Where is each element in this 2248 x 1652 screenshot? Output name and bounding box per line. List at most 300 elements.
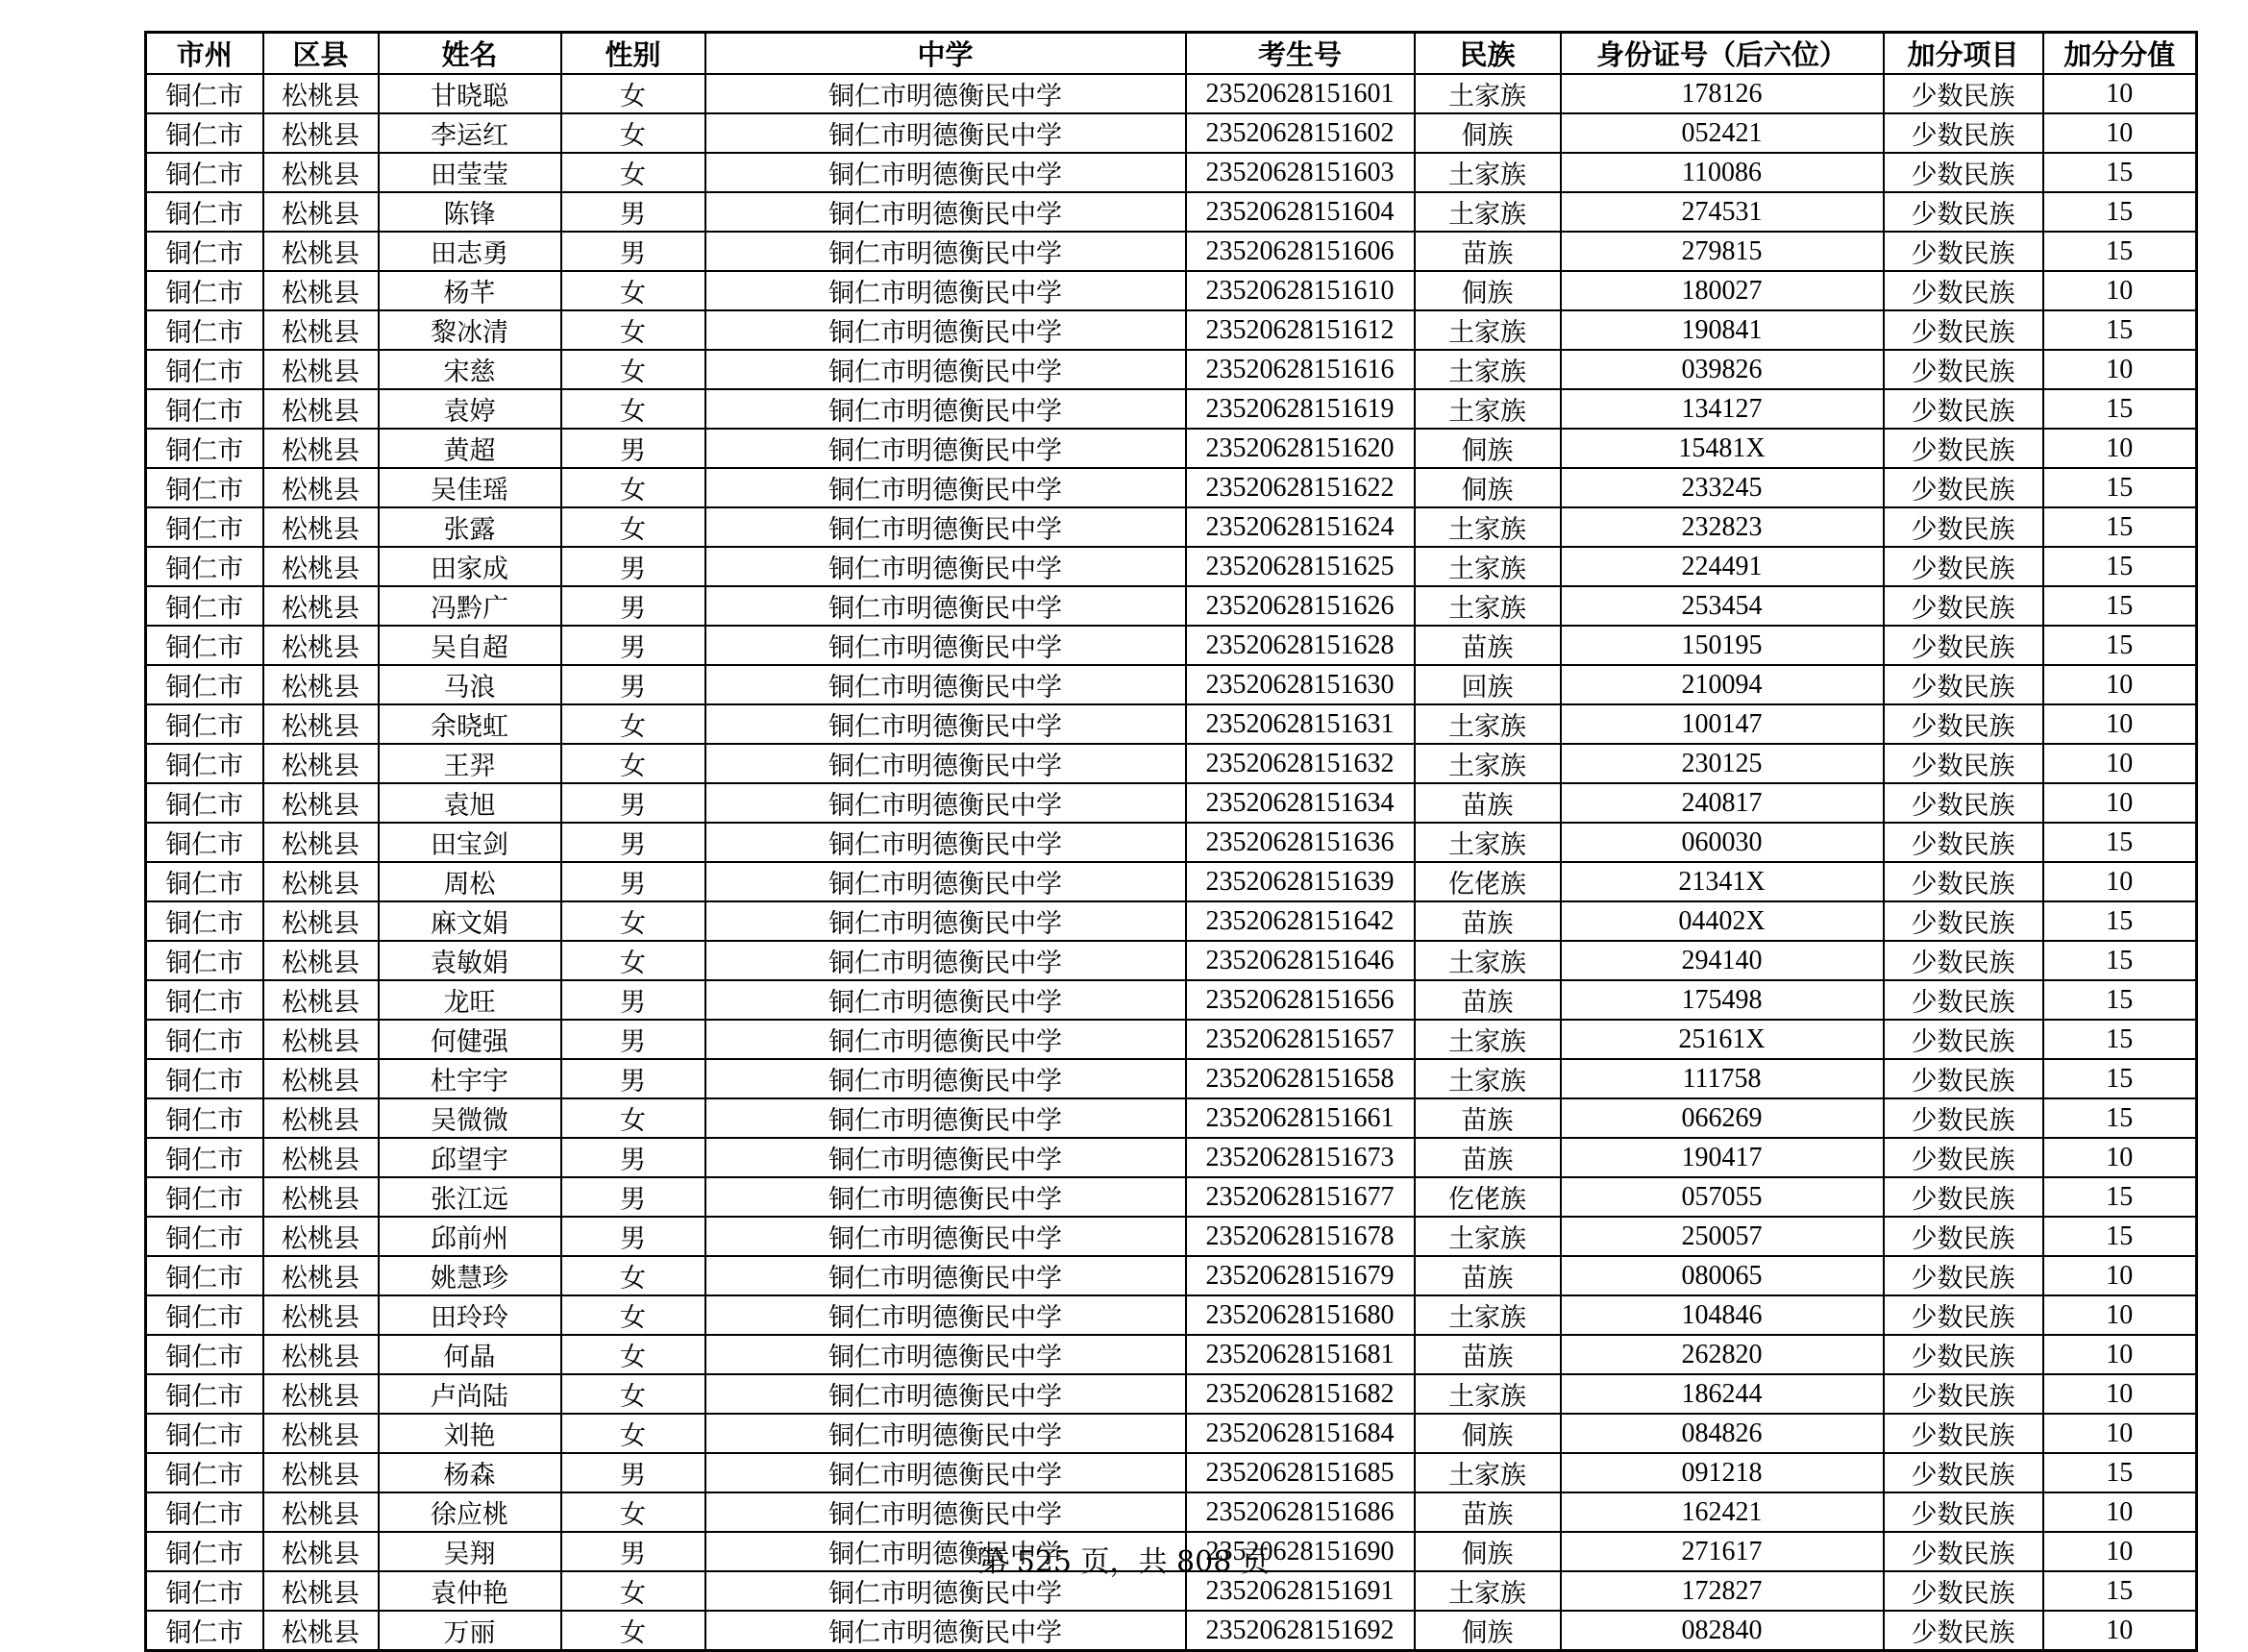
bonus-item-cell: 少数民族	[1884, 547, 2043, 586]
exam-number-cell: 23520628151673	[1186, 1138, 1415, 1177]
bonus-item-cell: 少数民族	[1884, 1059, 2043, 1098]
table-row	[146, 350, 2197, 389]
ethnicity-cell: 苗族	[1415, 232, 1561, 271]
id-suffix-cell: 232823	[1561, 507, 1884, 547]
exam-number-cell: 23520628151636	[1186, 823, 1415, 862]
city-cell: 铜仁市	[146, 1020, 263, 1059]
ethnicity-cell: 土家族	[1415, 744, 1561, 783]
city-cell: 铜仁市	[146, 389, 263, 429]
table-row	[146, 468, 2197, 507]
header-col-county: 区县	[263, 33, 379, 75]
table-row	[146, 901, 2197, 941]
city-cell: 铜仁市	[146, 1256, 263, 1295]
id-suffix-cell: 224491	[1561, 547, 1884, 586]
name-cell: 徐应桃	[379, 1492, 561, 1532]
school-cell: 铜仁市明德衡民中学	[705, 586, 1186, 626]
ethnicity-cell: 侗族	[1415, 1611, 1561, 1651]
bonus-item-cell: 少数民族	[1884, 1374, 2043, 1414]
school-cell: 铜仁市明德衡民中学	[705, 1138, 1186, 1177]
bonus-item-cell: 少数民族	[1884, 626, 2043, 665]
school-cell: 铜仁市明德衡民中学	[705, 704, 1186, 744]
county-cell: 松桃县	[263, 980, 379, 1020]
school-cell: 铜仁市明德衡民中学	[705, 192, 1186, 232]
county-cell: 松桃县	[263, 1492, 379, 1532]
id-suffix-cell: 250057	[1561, 1217, 1884, 1256]
ethnicity-cell: 土家族	[1415, 1453, 1561, 1492]
county-cell: 松桃县	[263, 744, 379, 783]
table-row	[146, 1059, 2197, 1098]
name-cell: 余晓虹	[379, 704, 561, 744]
school-cell: 铜仁市明德衡民中学	[705, 389, 1186, 429]
table-row	[146, 547, 2197, 586]
id-suffix-cell: 178126	[1561, 74, 1884, 113]
exam-number-cell: 23520628151606	[1186, 232, 1415, 271]
name-cell: 黄超	[379, 429, 561, 468]
gender-cell: 男	[561, 783, 705, 823]
exam-number-cell: 23520628151601	[1186, 74, 1415, 113]
id-suffix-cell: 100147	[1561, 704, 1884, 744]
gender-cell: 女	[561, 1611, 705, 1651]
exam-number-cell: 23520628151631	[1186, 704, 1415, 744]
bonus-points-cell: 15	[2043, 1020, 2197, 1059]
county-cell: 松桃县	[263, 586, 379, 626]
bonus-points-cell: 15	[2043, 626, 2197, 665]
gender-cell: 女	[561, 113, 705, 153]
gender-cell: 男	[561, 1217, 705, 1256]
school-cell: 铜仁市明德衡民中学	[705, 350, 1186, 389]
table-row	[146, 74, 2197, 113]
id-suffix-cell: 253454	[1561, 586, 1884, 626]
id-suffix-cell: 25161X	[1561, 1020, 1884, 1059]
county-cell: 松桃县	[263, 1611, 379, 1651]
school-cell: 铜仁市明德衡民中学	[705, 1532, 1186, 1571]
bonus-item-cell: 少数民族	[1884, 744, 2043, 783]
school-cell: 铜仁市明德衡民中学	[705, 1217, 1186, 1256]
city-cell: 铜仁市	[146, 1532, 263, 1571]
city-cell: 铜仁市	[146, 153, 263, 192]
gender-cell: 女	[561, 1374, 705, 1414]
ethnicity-cell: 土家族	[1415, 389, 1561, 429]
school-cell: 铜仁市明德衡民中学	[705, 783, 1186, 823]
county-cell: 松桃县	[263, 1335, 379, 1374]
id-suffix-cell: 162421	[1561, 1492, 1884, 1532]
bonus-points-cell: 10	[2043, 1335, 2197, 1374]
county-cell: 松桃县	[263, 74, 379, 113]
exam-number-cell: 23520628151619	[1186, 389, 1415, 429]
gender-cell: 女	[561, 1492, 705, 1532]
county-cell: 松桃县	[263, 823, 379, 862]
exam-number-cell: 23520628151684	[1186, 1414, 1415, 1453]
gender-cell: 女	[561, 310, 705, 350]
id-suffix-cell: 240817	[1561, 783, 1884, 823]
id-suffix-cell: 210094	[1561, 665, 1884, 704]
school-cell: 铜仁市明德衡民中学	[705, 1020, 1186, 1059]
city-cell: 铜仁市	[146, 1059, 263, 1098]
exam-number-cell: 23520628151630	[1186, 665, 1415, 704]
name-cell: 邱前州	[379, 1217, 561, 1256]
county-cell: 松桃县	[263, 1571, 379, 1611]
bonus-points-cell: 10	[2043, 113, 2197, 153]
gender-cell: 男	[561, 1453, 705, 1492]
city-cell: 铜仁市	[146, 310, 263, 350]
city-cell: 铜仁市	[146, 1374, 263, 1414]
county-cell: 松桃县	[263, 862, 379, 901]
table-row	[146, 586, 2197, 626]
name-cell: 吴翔	[379, 1532, 561, 1571]
exam-number-cell: 23520628151686	[1186, 1492, 1415, 1532]
bonus-item-cell: 少数民族	[1884, 310, 2043, 350]
bonus-item-cell: 少数民族	[1884, 74, 2043, 113]
county-cell: 松桃县	[263, 271, 379, 310]
exam-number-cell: 23520628151634	[1186, 783, 1415, 823]
name-cell: 吴佳瑶	[379, 468, 561, 507]
bonus-item-cell: 少数民族	[1884, 862, 2043, 901]
table-row	[146, 1098, 2197, 1138]
bonus-points-cell: 15	[2043, 586, 2197, 626]
exam-number-cell: 23520628151639	[1186, 862, 1415, 901]
bonus-points-cell: 10	[2043, 271, 2197, 310]
bonus-item-cell: 少数民族	[1884, 1020, 2043, 1059]
school-cell: 铜仁市明德衡民中学	[705, 1571, 1186, 1611]
name-cell: 周松	[379, 862, 561, 901]
bonus-item-cell: 少数民族	[1884, 665, 2043, 704]
name-cell: 田玲玲	[379, 1295, 561, 1335]
exam-number-cell: 23520628151625	[1186, 547, 1415, 586]
bonus-item-cell: 少数民族	[1884, 113, 2043, 153]
name-cell: 马浪	[379, 665, 561, 704]
bonus-item-cell: 少数民族	[1884, 1492, 2043, 1532]
exam-number-cell: 23520628151692	[1186, 1611, 1415, 1651]
gender-cell: 女	[561, 74, 705, 113]
city-cell: 铜仁市	[146, 1492, 263, 1532]
ethnicity-cell: 苗族	[1415, 1098, 1561, 1138]
county-cell: 松桃县	[263, 1020, 379, 1059]
school-cell: 铜仁市明德衡民中学	[705, 468, 1186, 507]
bonus-item-cell: 少数民族	[1884, 1414, 2043, 1453]
id-suffix-cell: 060030	[1561, 823, 1884, 862]
gender-cell: 男	[561, 1059, 705, 1098]
gender-cell: 女	[561, 153, 705, 192]
gender-cell: 女	[561, 271, 705, 310]
ethnicity-cell: 苗族	[1415, 901, 1561, 941]
exam-number-cell: 23520628151656	[1186, 980, 1415, 1020]
bonus-item-cell: 少数民族	[1884, 389, 2043, 429]
bonus-points-cell: 10	[2043, 1295, 2197, 1335]
county-cell: 松桃县	[263, 941, 379, 980]
name-cell: 甘晓聪	[379, 74, 561, 113]
bonus-item-cell: 少数民族	[1884, 1335, 2043, 1374]
bonus-item-cell: 少数民族	[1884, 586, 2043, 626]
bonus-item-cell: 少数民族	[1884, 941, 2043, 980]
bonus-points-cell: 15	[2043, 153, 2197, 192]
table-row	[146, 507, 2197, 547]
table-row	[146, 704, 2197, 744]
ethnicity-cell: 土家族	[1415, 1571, 1561, 1611]
ethnicity-cell: 土家族	[1415, 1020, 1561, 1059]
ethnicity-cell: 苗族	[1415, 1256, 1561, 1295]
school-cell: 铜仁市明德衡民中学	[705, 744, 1186, 783]
table-row	[146, 153, 2197, 192]
id-suffix-cell: 279815	[1561, 232, 1884, 271]
ethnicity-cell: 土家族	[1415, 704, 1561, 744]
city-cell: 铜仁市	[146, 350, 263, 389]
gender-cell: 男	[561, 665, 705, 704]
school-cell: 铜仁市明德衡民中学	[705, 547, 1186, 586]
name-cell: 田莹莹	[379, 153, 561, 192]
school-cell: 铜仁市明德衡民中学	[705, 901, 1186, 941]
id-suffix-cell: 052421	[1561, 113, 1884, 153]
exam-number-cell: 23520628151680	[1186, 1295, 1415, 1335]
bonus-item-cell: 少数民族	[1884, 1295, 2043, 1335]
city-cell: 铜仁市	[146, 547, 263, 586]
bonus-item-cell: 少数民族	[1884, 980, 2043, 1020]
bonus-points-cell: 10	[2043, 1611, 2197, 1651]
header-col-name: 姓名	[379, 33, 561, 75]
table-row	[146, 626, 2197, 665]
table-row	[146, 1217, 2197, 1256]
gender-cell: 男	[561, 862, 705, 901]
bonus-points-cell: 15	[2043, 1098, 2197, 1138]
name-cell: 吴自超	[379, 626, 561, 665]
gender-cell: 女	[561, 350, 705, 389]
gender-cell: 女	[561, 941, 705, 980]
ethnicity-cell: 苗族	[1415, 1138, 1561, 1177]
bonus-item-cell: 少数民族	[1884, 901, 2043, 941]
table-row	[146, 783, 2197, 823]
id-suffix-cell: 084826	[1561, 1414, 1884, 1453]
exam-number-cell: 23520628151620	[1186, 429, 1415, 468]
bonus-item-cell: 少数民族	[1884, 1217, 2043, 1256]
table-row	[146, 192, 2197, 232]
city-cell: 铜仁市	[146, 783, 263, 823]
table-row	[146, 1177, 2197, 1217]
bonus-item-cell: 少数民族	[1884, 704, 2043, 744]
ethnicity-cell: 侗族	[1415, 113, 1561, 153]
bonus-points-cell: 15	[2043, 901, 2197, 941]
ethnicity-cell: 仡佬族	[1415, 1177, 1561, 1217]
county-cell: 松桃县	[263, 1138, 379, 1177]
school-cell: 铜仁市明德衡民中学	[705, 823, 1186, 862]
gender-cell: 男	[561, 192, 705, 232]
school-cell: 铜仁市明德衡民中学	[705, 665, 1186, 704]
bonus-points-cell: 15	[2043, 1177, 2197, 1217]
bonus-points-cell: 15	[2043, 468, 2197, 507]
exam-number-cell: 23520628151603	[1186, 153, 1415, 192]
gender-cell: 男	[561, 1138, 705, 1177]
county-cell: 松桃县	[263, 192, 379, 232]
city-cell: 铜仁市	[146, 1177, 263, 1217]
name-cell: 王羿	[379, 744, 561, 783]
bonus-item-cell: 少数民族	[1884, 1177, 2043, 1217]
city-cell: 铜仁市	[146, 980, 263, 1020]
gender-cell: 男	[561, 1020, 705, 1059]
city-cell: 铜仁市	[146, 901, 263, 941]
header-col-ethnicity: 民族	[1415, 33, 1561, 75]
name-cell: 黎冰清	[379, 310, 561, 350]
id-suffix-cell: 082840	[1561, 1611, 1884, 1651]
bonus-item-cell: 少数民族	[1884, 1453, 2043, 1492]
bonus-points-cell: 15	[2043, 507, 2197, 547]
id-suffix-cell: 21341X	[1561, 862, 1884, 901]
bonus-item-cell: 少数民族	[1884, 783, 2043, 823]
city-cell: 铜仁市	[146, 744, 263, 783]
city-cell: 铜仁市	[146, 429, 263, 468]
gender-cell: 男	[561, 1532, 705, 1571]
school-cell: 铜仁市明德衡民中学	[705, 1098, 1186, 1138]
table-header	[146, 33, 2197, 75]
name-cell: 何健强	[379, 1020, 561, 1059]
header-col-gender: 性别	[561, 33, 705, 75]
school-cell: 铜仁市明德衡民中学	[705, 1295, 1186, 1335]
name-cell: 龙旺	[379, 980, 561, 1020]
ethnicity-cell: 回族	[1415, 665, 1561, 704]
name-cell: 邱望宇	[379, 1138, 561, 1177]
id-suffix-cell: 110086	[1561, 153, 1884, 192]
gender-cell: 女	[561, 389, 705, 429]
school-cell: 铜仁市明德衡民中学	[705, 941, 1186, 980]
exam-number-cell: 23520628151626	[1186, 586, 1415, 626]
city-cell: 铜仁市	[146, 507, 263, 547]
table-row	[146, 1453, 2197, 1492]
city-cell: 铜仁市	[146, 113, 263, 153]
id-suffix-cell: 15481X	[1561, 429, 1884, 468]
name-cell: 田志勇	[379, 232, 561, 271]
city-cell: 铜仁市	[146, 232, 263, 271]
bonus-points-cell: 15	[2043, 941, 2197, 980]
school-cell: 铜仁市明德衡民中学	[705, 1414, 1186, 1453]
county-cell: 松桃县	[263, 1177, 379, 1217]
id-suffix-cell: 230125	[1561, 744, 1884, 783]
exam-number-cell: 23520628151622	[1186, 468, 1415, 507]
table-row	[146, 1611, 2197, 1651]
school-cell: 铜仁市明德衡民中学	[705, 626, 1186, 665]
name-cell: 袁敏娟	[379, 941, 561, 980]
table-row	[146, 232, 2197, 271]
table-row	[146, 389, 2197, 429]
school-cell: 铜仁市明德衡民中学	[705, 1335, 1186, 1374]
table-row	[146, 429, 2197, 468]
bonus-points-cell: 10	[2043, 74, 2197, 113]
table-row	[146, 823, 2197, 862]
gender-cell: 女	[561, 1414, 705, 1453]
name-cell: 袁仲艳	[379, 1571, 561, 1611]
table-row	[146, 1492, 2197, 1532]
id-suffix-cell: 175498	[1561, 980, 1884, 1020]
city-cell: 铜仁市	[146, 192, 263, 232]
bonus-points-cell: 10	[2043, 744, 2197, 783]
city-cell: 铜仁市	[146, 1098, 263, 1138]
bonus-points-cell: 15	[2043, 310, 2197, 350]
name-cell: 吴微微	[379, 1098, 561, 1138]
gender-cell: 男	[561, 1177, 705, 1217]
ethnicity-cell: 土家族	[1415, 1217, 1561, 1256]
gender-cell: 女	[561, 507, 705, 547]
header-col-id-suffix: 身份证号（后六位）	[1561, 33, 1884, 75]
bonus-item-cell: 少数民族	[1884, 468, 2043, 507]
ethnicity-cell: 土家族	[1415, 1374, 1561, 1414]
page-number: 第 525 页，共 808 页	[978, 1545, 1270, 1579]
ethnicity-cell: 苗族	[1415, 626, 1561, 665]
name-cell: 陈锋	[379, 192, 561, 232]
gender-cell: 女	[561, 1098, 705, 1138]
ethnicity-cell: 土家族	[1415, 153, 1561, 192]
school-cell: 铜仁市明德衡民中学	[705, 980, 1186, 1020]
name-cell: 田宝剑	[379, 823, 561, 862]
bonus-item-cell: 少数民族	[1884, 823, 2043, 862]
bonus-points-cell: 15	[2043, 1453, 2197, 1492]
county-cell: 松桃县	[263, 429, 379, 468]
id-suffix-cell: 091218	[1561, 1453, 1884, 1492]
ethnicity-cell: 侗族	[1415, 271, 1561, 310]
school-cell: 铜仁市明德衡民中学	[705, 1177, 1186, 1217]
city-cell: 铜仁市	[146, 1414, 263, 1453]
ethnicity-cell: 侗族	[1415, 468, 1561, 507]
bonus-points-cell: 10	[2043, 704, 2197, 744]
school-cell: 铜仁市明德衡民中学	[705, 1059, 1186, 1098]
id-suffix-cell: 111758	[1561, 1059, 1884, 1098]
bonus-item-cell: 少数民族	[1884, 1098, 2043, 1138]
ethnicity-cell: 土家族	[1415, 1295, 1561, 1335]
exam-number-cell: 23520628151661	[1186, 1098, 1415, 1138]
table-row	[146, 271, 2197, 310]
county-cell: 松桃县	[263, 1295, 379, 1335]
id-suffix-cell: 057055	[1561, 1177, 1884, 1217]
school-cell: 铜仁市明德衡民中学	[705, 271, 1186, 310]
school-cell: 铜仁市明德衡民中学	[705, 232, 1186, 271]
exam-number-cell: 23520628151646	[1186, 941, 1415, 980]
ethnicity-cell: 土家族	[1415, 547, 1561, 586]
ethnicity-cell: 苗族	[1415, 980, 1561, 1020]
bonus-item-cell: 少数民族	[1884, 232, 2043, 271]
gender-cell: 女	[561, 901, 705, 941]
id-suffix-cell: 150195	[1561, 626, 1884, 665]
school-cell: 铜仁市明德衡民中学	[705, 1374, 1186, 1414]
name-cell: 宋慈	[379, 350, 561, 389]
city-cell: 铜仁市	[146, 704, 263, 744]
city-cell: 铜仁市	[146, 271, 263, 310]
name-cell: 张露	[379, 507, 561, 547]
county-cell: 松桃县	[263, 704, 379, 744]
ethnicity-cell: 土家族	[1415, 823, 1561, 862]
gender-cell: 男	[561, 626, 705, 665]
ethnicity-cell: 土家族	[1415, 350, 1561, 389]
ethnicity-cell: 土家族	[1415, 192, 1561, 232]
id-suffix-cell: 104846	[1561, 1295, 1884, 1335]
exam-number-cell: 23520628151685	[1186, 1453, 1415, 1492]
county-cell: 松桃县	[263, 1098, 379, 1138]
bonus-points-cell: 15	[2043, 1059, 2197, 1098]
id-suffix-cell: 186244	[1561, 1374, 1884, 1414]
id-suffix-cell: 039826	[1561, 350, 1884, 389]
bonus-item-cell: 少数民族	[1884, 1611, 2043, 1651]
ethnicity-cell: 土家族	[1415, 310, 1561, 350]
ethnicity-cell: 苗族	[1415, 1335, 1561, 1374]
table-row	[146, 665, 2197, 704]
bonus-item-cell: 少数民族	[1884, 1532, 2043, 1571]
county-cell: 松桃县	[263, 626, 379, 665]
ethnicity-cell: 侗族	[1415, 429, 1561, 468]
bonus-points-cell: 10	[2043, 429, 2197, 468]
county-cell: 松桃县	[263, 1414, 379, 1453]
bonus-item-cell: 少数民族	[1884, 350, 2043, 389]
name-cell: 杨芊	[379, 271, 561, 310]
name-cell: 田家成	[379, 547, 561, 586]
bonus-points-cell: 15	[2043, 823, 2197, 862]
exam-number-cell: 23520628151616	[1186, 350, 1415, 389]
name-cell: 袁旭	[379, 783, 561, 823]
exam-number-cell: 23520628151679	[1186, 1256, 1415, 1295]
exam-number-cell: 23520628151678	[1186, 1217, 1415, 1256]
